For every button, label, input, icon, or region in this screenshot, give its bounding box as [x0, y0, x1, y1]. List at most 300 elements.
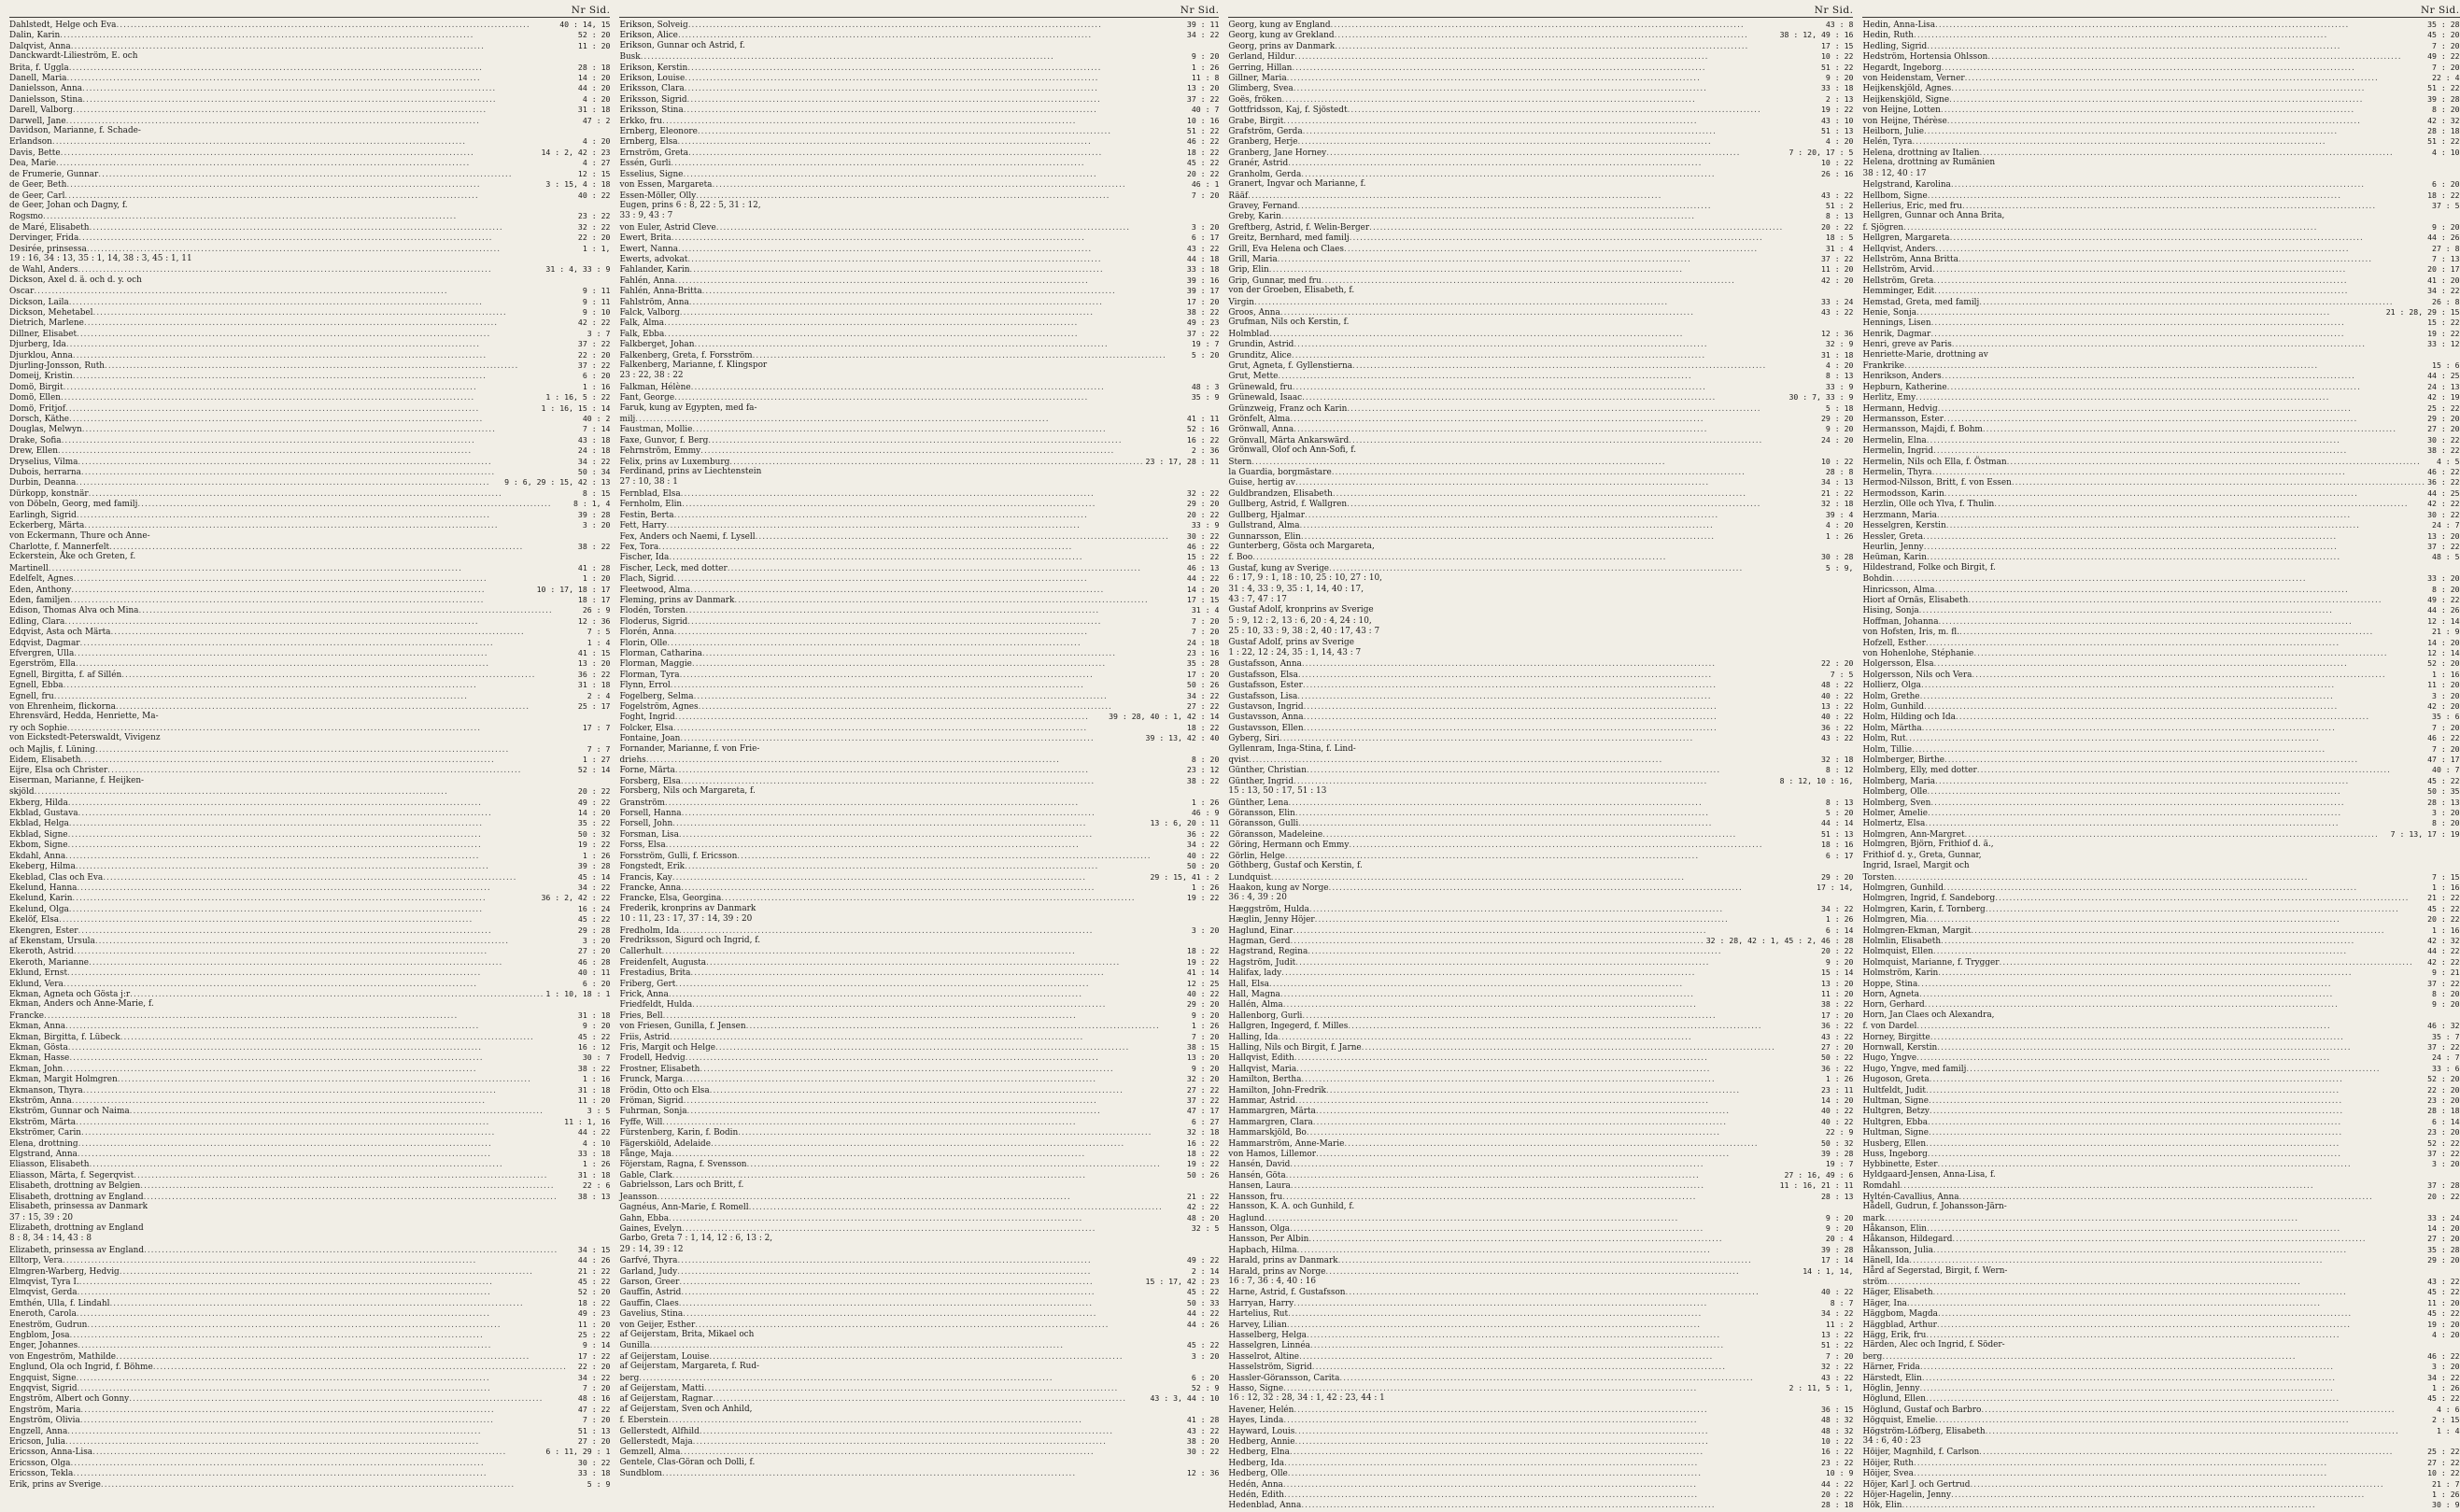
entry-name: Dea, Marie — [9, 159, 57, 169]
index-entry — [619, 30, 1219, 40]
entry-page-ref: 14 : 20 — [2427, 1222, 2460, 1233]
index-entry — [9, 605, 610, 615]
index-entry — [1862, 840, 2459, 850]
entry-page-ref: 52 : 20 — [2427, 658, 2460, 669]
entry-page-ref: 30 : 28 — [1820, 552, 1854, 562]
entry-name: Halling, Ida — [1228, 1032, 1279, 1042]
index-entry — [1862, 861, 2459, 871]
entry-name: Hoffman, Johanna — [1862, 616, 1939, 627]
index-entry — [9, 542, 610, 552]
entry-page-ref: 8 : 20 — [2432, 988, 2460, 998]
entry-page-ref: 33 : 18 — [577, 1468, 611, 1478]
index-entry — [1862, 1340, 2459, 1350]
entry-page-ref: 44 : 26 — [577, 1255, 611, 1265]
entry-name: Gemzell, Alma — [619, 1448, 681, 1458]
entry-name: Grönwall, Olof och Ann-Sofi, f. — [1228, 445, 1357, 456]
entry-name: von Eckermann, Thure och Anne- — [9, 530, 150, 541]
index-entry — [1862, 798, 2459, 808]
index-entry — [1228, 1213, 1853, 1223]
entry-page-ref: 28 : 18 — [577, 62, 611, 72]
index-entry — [619, 1138, 1219, 1149]
entry-page-ref: 31 : 18 — [577, 1169, 611, 1180]
entry-page-ref: 39 : 11 — [1186, 20, 1220, 29]
index-entry — [619, 1405, 1219, 1415]
entry-page-ref: 29 : 20 — [2427, 414, 2460, 424]
entry-page-ref: 29 : 28 — [577, 925, 611, 935]
entry-name: Harne, Astrid, f. Gustafsson — [1228, 1288, 1346, 1298]
index-entry — [9, 1447, 610, 1457]
entry-name: 6 : 17, 9 : 1, 18 : 10, 25 : 10, 27 : 10, — [1228, 573, 1382, 584]
entry-page-ref: 37 : 22 — [2427, 1149, 2460, 1159]
entry-page-ref: 3 : 7 — [587, 328, 611, 338]
index-entry — [9, 1021, 610, 1031]
entry-name: Florén, Anna — [619, 628, 674, 638]
entry-name: Höijer, Magnhild, f. Carlson — [1862, 1448, 1980, 1458]
entry-name: Dubois, herrarna — [9, 468, 81, 478]
entry-page-ref: 17 : 20 — [1186, 669, 1220, 679]
entry-name: von der Groeben, Elisabeth, f. — [1228, 286, 1355, 296]
entry-name: Grönvall, Märta Ankarswärd — [1228, 435, 1350, 445]
index-entry — [1862, 670, 2459, 680]
entry-name: Hoppe, Stina — [1862, 979, 1918, 989]
entry-name: Hagstrand, Regina — [1228, 947, 1308, 957]
entry-name: Rogsmo — [9, 212, 44, 222]
entry-page-ref: 9 : 14 — [582, 1340, 611, 1350]
entry-page-ref: 1 : 26 — [1191, 62, 1220, 72]
entry-page-ref: 11 : 2 — [1825, 1319, 1854, 1329]
entry-page-ref: 40 : 7 — [2432, 765, 2460, 775]
entry-page-ref: 33 : 18 — [1820, 83, 1854, 93]
entry-page-ref: 37 : 22 — [2427, 541, 2460, 551]
entry-page-ref: 43 : 22 — [1820, 733, 1854, 743]
entry-name: Ernberg, Eleonore — [619, 127, 698, 137]
entry-name: Forsberg, Elsa — [619, 776, 681, 786]
entry-name: Hellström, Greta — [1862, 276, 1934, 286]
entry-page-ref: 3 : 20 — [2432, 690, 2460, 700]
entry-name: Holmer, Amelie — [1862, 809, 1928, 819]
entry-name: Günther, Ingrid — [1228, 776, 1294, 786]
entry-name: Fett, Harry — [619, 521, 667, 531]
index-entry — [1862, 648, 2459, 658]
entry-name: Eden, Anthony — [9, 585, 72, 595]
index-entry — [1862, 883, 2459, 893]
entry-page-ref: 30 : 7 — [582, 1053, 611, 1063]
index-entry — [1228, 1447, 1853, 1457]
entry-page-ref: 46 : 32 — [2427, 1021, 2460, 1031]
index-entry — [1228, 744, 1853, 755]
entry-page-ref: 40 : 22 — [1820, 1106, 1854, 1116]
entry-page-ref: 22 : 20 — [577, 233, 611, 243]
index-entry — [9, 329, 610, 339]
index-entry — [1228, 605, 1853, 615]
entry-name: Frödin, Otto och Elsa — [619, 1085, 710, 1095]
entry-name: Ekström, Gunnar och Naima — [9, 1107, 130, 1117]
index-entry — [9, 392, 610, 403]
entry-page-ref: 35 : 28 — [2427, 1244, 2460, 1254]
entry-page-ref: 20 : 22 — [1186, 168, 1220, 178]
entry-page-ref: 11 : 20 — [1820, 988, 1854, 998]
entry-page-ref: 42 : 19 — [2427, 392, 2460, 403]
entry-name: Grunditz, Alice — [1228, 350, 1292, 360]
entry-page-ref: 45 : 22 — [2427, 1393, 2460, 1404]
entry-page-ref: 43 : 18 — [577, 434, 611, 445]
entry-page-ref: 7 : 5 — [587, 627, 611, 637]
entry-name: Höglin, Jenny — [1862, 1384, 1920, 1393]
entry-page-ref: 19 : 22 — [2427, 328, 2460, 338]
entry-name: Festin, Berta — [619, 510, 674, 520]
entry-page-ref: 29 : 20 — [2427, 1255, 2460, 1265]
entry-name: Bohdin — [1862, 574, 1893, 585]
entry-name: Hedling, Sigrid — [1862, 41, 1928, 51]
entry-page-ref: 11 : 1, 16 — [564, 1116, 611, 1126]
entry-page-ref: 38 : 22 — [1186, 775, 1220, 785]
index-entry — [1228, 648, 1853, 658]
index-entry — [1862, 1202, 2459, 1212]
index-entry — [1862, 744, 2459, 755]
entry-page-ref: 44 : 14 — [1820, 818, 1854, 828]
index-entry — [619, 585, 1219, 595]
index-entry — [9, 658, 610, 669]
entry-page-ref: 39 : 28 — [1820, 1149, 1854, 1159]
index-entry — [1228, 445, 1853, 456]
entry-name: Frunck, Marga — [619, 1075, 683, 1085]
index-entry — [1228, 1010, 1853, 1021]
index-entry — [9, 968, 610, 978]
index-entry — [1228, 531, 1853, 542]
entry-name: Hemstad, Greta, med familj — [1862, 297, 1980, 307]
entry-name: Halifax, lady — [1228, 968, 1282, 979]
index-entry — [1228, 861, 1853, 871]
entry-page-ref: 19 : 22 — [577, 840, 611, 850]
entry-name: Gustafsson, Anna — [1228, 659, 1302, 670]
index-entry — [1228, 1266, 1853, 1277]
entry-name: Holmgren, Björn, Frithiof d. ä., — [1862, 840, 1994, 850]
index-entry — [1228, 638, 1853, 648]
entry-name: Henie, Sonja — [1862, 307, 1917, 318]
entry-name: Fägerskiöld, Adelaide — [619, 1138, 711, 1149]
index-entry — [9, 861, 610, 871]
entry-page-ref: 43 : 22 — [1820, 1372, 1854, 1382]
index-entry — [1228, 1245, 1853, 1255]
entry-page-ref: 45 : 22 — [2427, 1287, 2460, 1297]
index-entry — [1862, 339, 2459, 349]
entry-page-ref: 37 : 28 — [2427, 1180, 2460, 1191]
entry-name: Hising, Sonja — [1862, 606, 1919, 616]
index-entry — [1862, 1021, 2459, 1031]
index-entry — [1228, 670, 1853, 680]
entry-page-ref: 23 : 20 — [2427, 1095, 2460, 1106]
entry-name: Georg, kung av England — [1228, 21, 1331, 30]
index-entry — [619, 883, 1219, 893]
index-entry — [1228, 893, 1853, 903]
entry-page-ref: 2 : 14 — [1191, 1265, 1220, 1276]
entry-page-ref: 17 : 7 — [582, 722, 611, 732]
entry-name: Heurlin, Jenny — [1862, 542, 1924, 552]
index-entry — [619, 136, 1219, 147]
index-entry — [1862, 1277, 2459, 1287]
index-entry — [619, 1308, 1219, 1319]
index-entry — [9, 318, 610, 328]
entry-page-ref: 43 : 22 — [1186, 243, 1220, 253]
entry-name: Fredriksson, Sigurd och Ingrid, f. — [619, 935, 761, 945]
entry-page-ref: 1 : 10, 18 : 1 — [545, 988, 611, 998]
index-entry — [1228, 105, 1853, 115]
entry-page-ref: 12 : 14 — [2427, 615, 2460, 626]
index-entry — [619, 1032, 1219, 1042]
index-entry — [1862, 83, 2459, 93]
index-entry — [1862, 946, 2459, 956]
entry-page-ref: 51 : 22 — [1820, 1340, 1854, 1350]
entry-page-ref: 48 : 32 — [1820, 1425, 1854, 1435]
entry-page-ref: 32 : 18 — [1820, 755, 1854, 765]
entry-name: Hasselrot, Altine — [1228, 1351, 1300, 1362]
entry-name: Forsell, Hanna — [619, 809, 682, 819]
entry-name: Helena, drottning av Italien — [1862, 148, 1980, 158]
index-entry — [9, 467, 610, 477]
index-entry — [1228, 1149, 1853, 1159]
leader-dots — [101, 1480, 586, 1491]
entry-page-ref: 33 : 24 — [1820, 296, 1854, 306]
entry-name: Fånge, Maja — [619, 1150, 672, 1160]
entry-name: Guise, hertig av — [1228, 478, 1295, 488]
entry-name: Eliasson, Elisabeth — [9, 1160, 90, 1170]
entry-name: Falk, Alma — [619, 318, 665, 329]
entry-page-ref: 40 : 22 — [1186, 988, 1220, 998]
index-entry — [9, 126, 610, 136]
index-column-4 — [1862, 5, 2460, 1511]
entry-name: Elisabeth, prinsessa av Danmark — [9, 1202, 148, 1212]
index-entry — [619, 403, 1219, 414]
index-entry — [1862, 1415, 2459, 1425]
entry-page-ref: 8 : 1, 4 — [573, 499, 611, 509]
index-entry — [619, 244, 1219, 254]
entry-page-ref: 52 : 20 — [577, 1287, 611, 1297]
entry-name: Engström, Olivia — [9, 1416, 80, 1426]
entry-name: Husberg, Ellen — [1862, 1138, 1927, 1149]
entry-page-ref: 7 : 20 — [582, 1415, 611, 1425]
entry-page-ref: 32 : 22 — [577, 221, 611, 232]
entry-page-ref: 41 : 28 — [1186, 1415, 1220, 1425]
entry-page-ref: 17 : 14 — [1820, 1255, 1854, 1265]
entry-name: Hildestrand, Folke och Birgit, f. — [1862, 562, 1996, 572]
index-entry — [1862, 1468, 2459, 1478]
entry-page-ref: 17 : 14, — [1817, 882, 1854, 892]
entry-name: de Geer, Carl — [9, 191, 65, 201]
index-entry — [1862, 318, 2459, 328]
entry-name: Gustavsson, Ellen — [1228, 723, 1304, 733]
index-entry — [619, 73, 1219, 83]
entry-page-ref: 38 : 12, 49 : 16 — [1779, 30, 1854, 40]
entry-name: Faxe, Gunvor, f. Berg — [619, 435, 709, 445]
entry-name: Horn, Gerhard — [1862, 1000, 1925, 1010]
entry-name: Hornwall, Kerstin — [1862, 1043, 1938, 1053]
entry-page-ref: 14 : 2, 42 : 23 — [541, 147, 611, 157]
entry-name: Ekeroth, Astrid — [9, 947, 74, 957]
index-entry — [1228, 872, 1853, 883]
index-entry — [9, 1468, 610, 1478]
index-entry — [1228, 883, 1853, 893]
index-entry — [619, 1064, 1219, 1074]
index-entry — [1862, 765, 2459, 775]
index-entry — [1228, 1393, 1853, 1404]
entry-page-ref: 6 : 20 — [582, 371, 611, 381]
entry-page-ref: 6 : 20 — [1191, 1372, 1220, 1382]
index-entry — [1228, 701, 1853, 712]
entry-page-ref: 24 : 7 — [2432, 520, 2460, 530]
entry-name: f. Boo — [1228, 553, 1253, 563]
entry-page-ref: 1 : 16 — [2432, 925, 2460, 935]
entry-page-ref: 40 : 11 — [577, 968, 611, 978]
entry-name: Desirée, prinsessa — [9, 244, 87, 254]
entry-name: Fyffe, Will — [619, 1117, 663, 1127]
index-entry — [1228, 712, 1853, 722]
entry-page-ref: 33 : 9 — [1825, 381, 1854, 391]
entry-name: Davis, Bette — [9, 148, 61, 158]
index-entry — [9, 116, 610, 126]
entry-page-ref: 7 : 20 — [1191, 627, 1220, 637]
entry-name: Gahn, Ebba — [619, 1213, 670, 1223]
entry-name: Hepburn, Katherine — [1862, 382, 1947, 392]
entry-page-ref: 6 : 17 — [1825, 850, 1854, 860]
entry-name: Ekengren, Ester — [9, 926, 78, 936]
entry-name: Eriksson, Stina — [619, 106, 684, 116]
entry-page-ref: 32 : 28, 42 : 1, 45 : 2, 46 : 28 — [1705, 935, 1854, 945]
entry-name: Georg, prins av Danmark — [1228, 41, 1336, 51]
index-entry — [619, 1095, 1219, 1106]
entry-name: Efvergren, Ulla — [9, 648, 75, 658]
entry-name: Gable, Clark — [619, 1170, 672, 1180]
entry-name: berg — [619, 1373, 640, 1383]
entry-page-ref: 38 : 22 — [1186, 306, 1220, 317]
index-entry — [9, 63, 610, 73]
index-entry — [1862, 467, 2459, 477]
entry-page-ref: 5 : 20 — [1825, 808, 1854, 818]
index-entry — [619, 1223, 1219, 1234]
entry-name: skjöld — [9, 787, 35, 798]
index-entry — [1228, 254, 1853, 264]
entry-name: Hall, Elsa — [1228, 979, 1269, 989]
index-entry — [619, 999, 1219, 1010]
index-entry — [619, 233, 1219, 243]
entry-name: Gavelius, Stina — [619, 1309, 684, 1320]
index-entry — [1862, 691, 2459, 701]
entry-page-ref: 11 : 20 — [577, 1095, 611, 1106]
entry-page-ref: 20 : 22 — [1186, 509, 1220, 519]
entry-name: Gyberg, Siri — [1228, 734, 1280, 744]
entry-page-ref: 1 : 26 — [2432, 1383, 2460, 1392]
entry-page-ref: 6 : 27 — [1191, 1116, 1220, 1126]
index-entry — [9, 1234, 610, 1244]
leader-dots — [662, 1469, 1185, 1479]
entry-page-ref: 31 : 18 — [1820, 349, 1854, 360]
entry-name: Francke, Elsa, Georgina — [619, 894, 722, 904]
index-entry — [1228, 936, 1853, 946]
entry-page-ref: 52 : 20 — [2427, 1074, 2460, 1084]
index-entry — [1228, 457, 1853, 467]
entry-name: Fex, Tora — [619, 542, 659, 552]
entry-name: Hybbinette, Ester — [1862, 1160, 1938, 1170]
index-entry — [9, 1298, 610, 1308]
entry-page-ref: 7 : 20 — [2432, 722, 2460, 732]
entry-page-ref: 23 : 16 — [1186, 647, 1220, 657]
index-entry — [1228, 264, 1853, 275]
index-entry — [619, 435, 1219, 445]
entry-page-ref: 52 : 22 — [2427, 1138, 2460, 1148]
entry-page-ref: 13 : 20 — [577, 658, 611, 669]
entry-name: Dahlstedt, Helge och Eva — [9, 21, 117, 30]
entry-name: Hansson, Per Albin — [1228, 1235, 1309, 1245]
entry-name: Hermansson, Ester — [1862, 415, 1944, 425]
entry-name: Hall, Magna — [1228, 989, 1280, 999]
index-entry — [619, 318, 1219, 328]
index-entry — [1228, 297, 1853, 307]
entry-name: Danckwardt-Lilieström, E. och — [9, 51, 138, 62]
entry-name: Hellerius, Eric, med fru — [1862, 201, 1962, 211]
entry-page-ref: 37 : 22 — [577, 360, 611, 370]
index-entry — [1862, 73, 2459, 83]
index-entry — [1862, 1159, 2459, 1169]
entry-name: Hallén, Alma — [1228, 1000, 1283, 1010]
entry-page-ref: 20 : 4 — [1825, 1234, 1854, 1244]
entry-name: Hammarskjöld, Bo — [1228, 1128, 1307, 1138]
entry-page-ref: 28 : 18 — [2427, 126, 2460, 136]
entry-name: Göransson, Gulli — [1228, 819, 1299, 829]
entry-name: Hedberg, Elna — [1228, 1448, 1290, 1458]
entry-name: de Geer, Johan och Dagny, f. — [9, 200, 128, 210]
index-entry — [9, 1192, 610, 1202]
entry-page-ref: 7 : 20 — [582, 1383, 611, 1392]
entry-name: Hedberg, Ida — [1228, 1458, 1285, 1468]
entry-name: Hyldgaard-Jensen, Anna-Lisa, f. — [1862, 1169, 1996, 1180]
entry-name: Holmström, Karin — [1862, 968, 1939, 979]
index-entry — [619, 20, 1219, 30]
index-entry — [9, 169, 610, 179]
entry-page-ref: 21 : 28, 29 : 15 — [2385, 306, 2460, 317]
index-entry — [1228, 1170, 1853, 1180]
entry-page-ref: 21 : 7 — [2432, 1478, 2460, 1489]
entry-name: Henri, greve av Paris — [1862, 340, 1952, 350]
entry-page-ref: 45 : 22 — [577, 1031, 611, 1041]
entry-name: 23 : 22, 38 : 22 — [619, 371, 684, 381]
entry-name: Forsell, John — [619, 819, 673, 829]
entry-page-ref: 25 : 22 — [577, 1329, 611, 1339]
entry-name: af Ekenstam, Ursula — [9, 936, 95, 946]
entry-name: Eiserman, Marianne, f. Heijken- — [9, 775, 145, 785]
entry-page-ref: 34 : 22 — [1186, 690, 1220, 700]
index-entry — [1862, 105, 2459, 115]
index-entry — [619, 264, 1219, 275]
entry-name: Hök, Elin — [1862, 1501, 1902, 1511]
index-entry — [1228, 1383, 1853, 1393]
index-entry — [9, 1330, 610, 1340]
index-entry — [1228, 999, 1853, 1010]
entry-page-ref: 50 : 26 — [1186, 680, 1220, 690]
index-entry — [9, 573, 610, 584]
entry-page-ref: 7 : 20 — [2432, 40, 2460, 50]
index-entry — [1862, 1074, 2459, 1084]
entry-page-ref: 40 : 2 — [582, 414, 611, 424]
entry-name: Garfvé, Thyra — [619, 1256, 678, 1266]
index-entry — [1862, 488, 2459, 499]
index-entry — [1228, 73, 1853, 83]
entry-page-ref: 43 : 22 — [2427, 1276, 2460, 1286]
entry-name: Gyllenram, Inga-Stina, f. Lind- — [1228, 743, 1356, 754]
index-page — [9, 5, 2460, 1511]
entry-page-ref: 7 : 20 — [2432, 62, 2460, 72]
entry-page-ref: 7 : 5 — [1830, 669, 1854, 679]
entry-name: von Essen, Margareta — [619, 180, 713, 191]
entry-name: 34 : 6, 40 : 23 — [1862, 1436, 1921, 1447]
